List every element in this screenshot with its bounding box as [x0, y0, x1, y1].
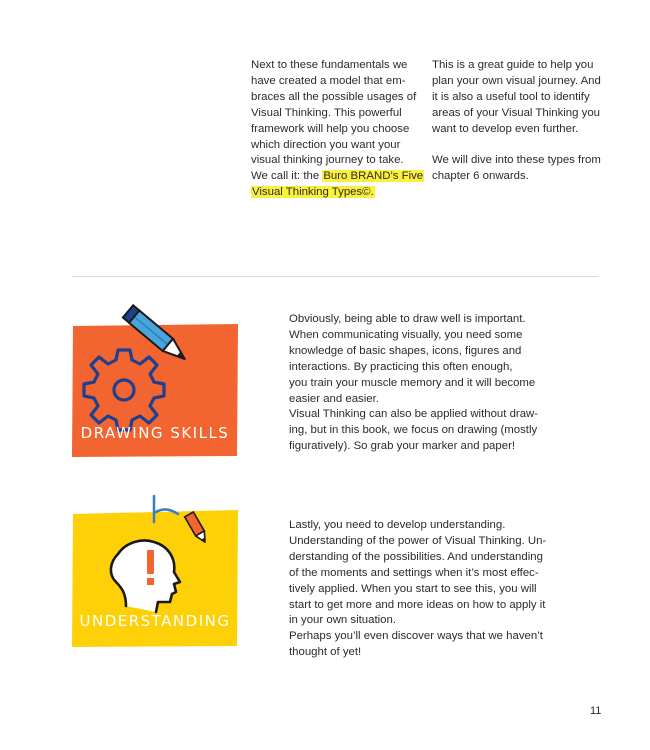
highlighted-model-name: Buro BRAND’s Five: [323, 170, 424, 183]
intro-left-line: Visual Thinking. This powerful: [251, 106, 402, 119]
understanding-card: [70, 508, 240, 648]
understanding-line: Lastly, you need to develop understanding.: [289, 519, 506, 531]
understanding-card-title: UNDERSTANDING: [79, 612, 231, 630]
drawing-skills-line: Obviously, being able to draw well is important.: [289, 313, 526, 325]
intro-left-line: which direction you want your: [251, 138, 401, 151]
intro-call-prefix: We call it: the: [251, 170, 323, 183]
intro-right-line: it is also a useful tool to identify: [432, 90, 590, 103]
drawing-skills-line: knowledge of basic shapes, icons, figures and: [289, 344, 522, 357]
understanding-line: in your own situation.: [289, 614, 397, 627]
highlighted-model-name-cont: Visual Thinking Types©.: [252, 186, 374, 199]
drawing-skills-line: ing, but in this book, we focus on drawing (mostly: [289, 424, 538, 437]
drawing-skills-line: When communicating visually, you need some: [289, 328, 523, 341]
understanding-line: thought of yet!: [289, 646, 362, 659]
drawing-skills-card: [70, 322, 240, 458]
drawing-skills-card-title: DRAWING SKILLS: [80, 424, 230, 442]
intro-left-line: framework will help you choose: [251, 122, 410, 135]
intro-right-line: want to develop even further.: [432, 122, 579, 135]
page-number: 11: [590, 705, 602, 717]
drawing-skills-line: figuratively). So grab your marker and paper!: [289, 440, 516, 453]
drawing-skills-text: [289, 312, 538, 455]
drawing-skills-line: easier and easier.: [289, 392, 379, 405]
intro-right-line: chapter 6 onwards.: [432, 170, 529, 183]
intro-right-line: plan your own visual journey. And: [432, 74, 601, 87]
understanding-line: start to get more and more ideas on how to apply it: [289, 598, 546, 611]
drawing-skills-line: Visual Thinking can also be applied without draw-: [289, 408, 539, 421]
intro-right-line: We will dive into these types from: [432, 154, 601, 167]
intro-right-line: areas of your Visual Thinking you: [432, 106, 601, 119]
understanding-line: Understanding of the power of Visual Thinking. Un-: [289, 534, 547, 547]
intro-left-line: braces all the possible usages of: [251, 90, 417, 103]
understanding-text: [289, 518, 546, 661]
intro-right-column: [432, 58, 601, 185]
intro-right-line: This is a great guide to help you: [432, 59, 594, 71]
section-divider: [72, 276, 598, 277]
intro-call-line: [251, 169, 424, 185]
understanding-line: tively applied. When you start to see this, you will: [289, 582, 537, 595]
intro-left-line: Next to these fundamentals we: [251, 59, 408, 71]
understanding-line: derstanding of the possibilities. And understanding: [289, 550, 543, 563]
intro-left-line: have created a model that em-: [251, 74, 406, 87]
understanding-line: of the moments and settings when it’s most effec-: [289, 566, 539, 579]
intro-left-line: visual thinking journey to take.: [251, 154, 404, 167]
understanding-line: Perhaps you’ll even discover ways that we haven’t: [289, 630, 543, 643]
drawing-skills-line: interactions. By practicing this often enough,: [289, 360, 513, 373]
intro-left-column: [251, 58, 424, 201]
intro-highlight-line: [251, 185, 424, 201]
drawing-skills-line: you train your muscle memory and it will become: [289, 376, 536, 389]
